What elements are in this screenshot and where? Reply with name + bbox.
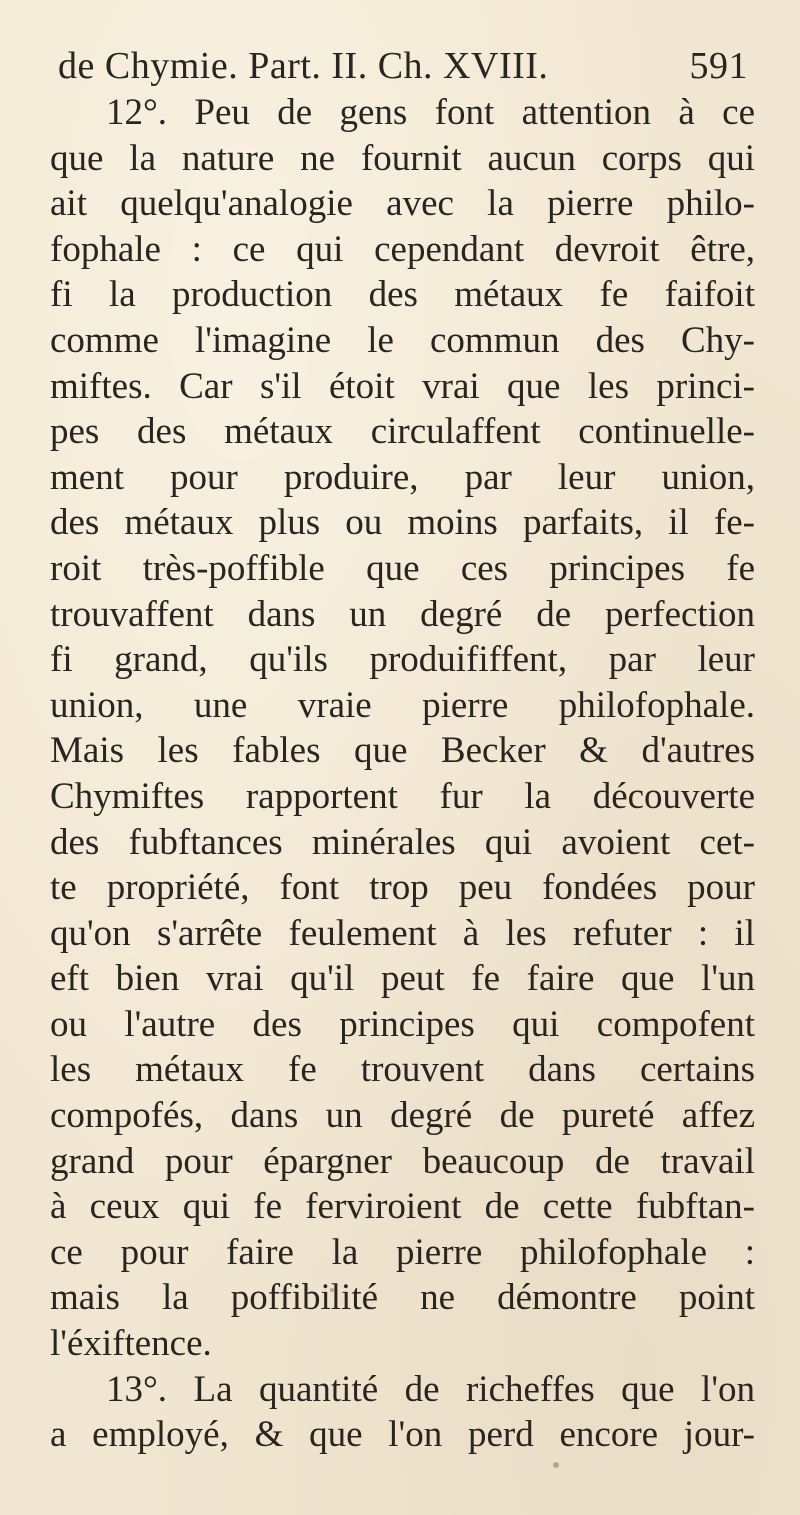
text-line: ce pour faire la pierre philofophale : bbox=[50, 1231, 755, 1273]
text-line: des fubftances minérales qui avoient cet- bbox=[50, 821, 755, 863]
text-line: Chymiftes rapportent fur la découverte bbox=[50, 775, 755, 817]
text-line: à ceux qui fe ferviroient de cette fubftan- bbox=[50, 1186, 755, 1228]
text-line: 13°. La quantité de richeffes que l'on bbox=[106, 1368, 755, 1410]
text-line: fi la production des métaux fe faifoit bbox=[50, 274, 755, 316]
text-line: trouvaffent dans un degré de perfection bbox=[50, 593, 755, 635]
text-line: union, une vraie pierre philofophale. bbox=[50, 684, 755, 726]
page-number: 591 bbox=[689, 45, 748, 87]
text-line: ait quelqu'analogie avec la pierre philo- bbox=[50, 183, 755, 225]
text-line: fophale : ce qui cependant devroit être, bbox=[50, 228, 755, 270]
ink-speck bbox=[553, 1462, 559, 1468]
text-line: les métaux fe trouvent dans certains bbox=[50, 1049, 755, 1091]
text-line: ment pour produire, par leur union, bbox=[50, 456, 755, 498]
text-line: roit très-poffible que ces principes fe bbox=[50, 547, 755, 589]
text-line: que la nature ne fournit aucun corps qui bbox=[50, 137, 755, 179]
text-line: comme l'imagine le commun des Chy- bbox=[50, 319, 755, 361]
text-line: 12°. Peu de gens font attention à ce bbox=[106, 92, 755, 133]
text-line: qu'on s'arrête feulement à les refuter : il bbox=[50, 912, 755, 954]
text-line: te propriété, font trop peu fondées pour bbox=[50, 867, 755, 909]
text-line: pes des métaux circulaffent continuelle- bbox=[50, 411, 755, 453]
text-line: compofés, dans un degré de pureté affez bbox=[50, 1095, 755, 1137]
text-line: l'éxiftence. bbox=[50, 1323, 212, 1365]
text-line: fi grand, qu'ils produififfent, par leur bbox=[50, 639, 755, 681]
running-title: de Chymie. Part. II. Ch. XVIII. bbox=[58, 45, 549, 87]
text-line: Mais les fables que Becker & d'autres bbox=[50, 730, 755, 772]
page-header bbox=[58, 40, 748, 92]
text-line: miftes. Car s'il étoit vrai que les princi- bbox=[50, 365, 755, 407]
text-line: mais la poffibilité ne démontre point bbox=[50, 1277, 755, 1319]
ink-speck bbox=[330, 1288, 334, 1292]
text-line: des métaux plus ou moins parfaits, il fe- bbox=[50, 502, 755, 544]
text-line: grand pour épargner beaucoup de travail bbox=[50, 1140, 755, 1182]
text-line: a employé, & que l'on perd encore jour- bbox=[50, 1414, 755, 1456]
text-line: ou l'autre des principes qui compofent bbox=[50, 1003, 755, 1045]
text-line: eft bien vrai qu'il peut fe faire que l'un bbox=[50, 958, 755, 1000]
body-text bbox=[50, 90, 755, 1458]
